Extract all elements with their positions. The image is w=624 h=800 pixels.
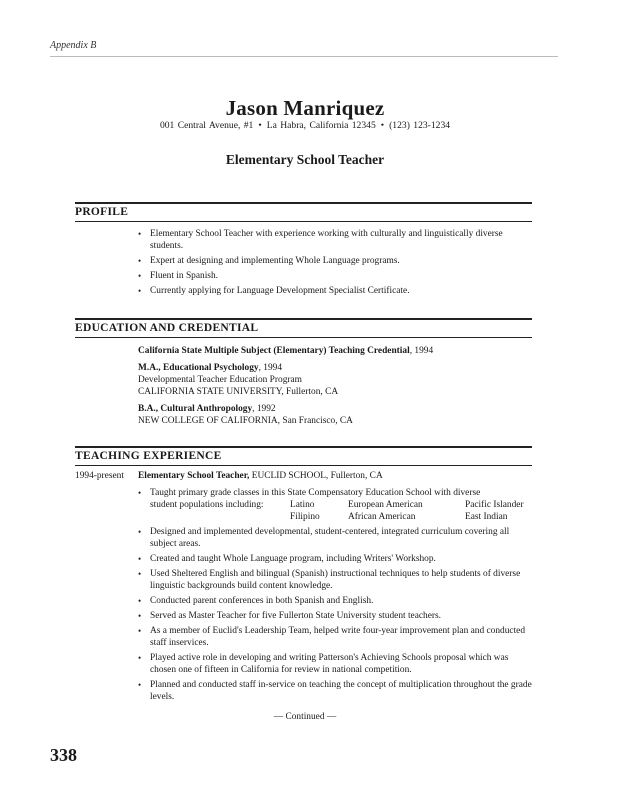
population-spacer xyxy=(150,511,290,523)
degree-ba xyxy=(138,403,533,427)
experience-item: • Conducted parent conferences in both Spanish and English. xyxy=(138,595,533,607)
experience-item: • Created and taught Whole Language program, including Writers' Workshop. xyxy=(138,553,533,565)
section-rule xyxy=(75,465,532,466)
population-item: East Indian xyxy=(465,512,508,522)
population-item: African American xyxy=(348,512,416,522)
population-item: Pacific Islander xyxy=(465,500,524,510)
section-title-education: EDUCATION AND CREDENTIAL xyxy=(75,322,259,334)
experience-item: • Designed and implemented developmental, student-centered, integrated curriculum covering all subject areas. xyxy=(138,526,533,550)
population-grid xyxy=(150,499,533,523)
section-rule xyxy=(75,446,532,448)
contact-city: La Habra, California 12345 xyxy=(266,120,376,131)
contact-line xyxy=(0,120,610,131)
contact-address: 001 Central Avenue, #1 xyxy=(159,120,254,131)
experience-item: • Served as Master Teacher for five Fullerton State University student teachers. xyxy=(138,610,533,622)
experience-item: • Planned and conducted staff in-service on teaching the concept of multiplication throughout the grade levels. xyxy=(138,679,533,703)
degree-year: , 1992 xyxy=(252,404,276,414)
section-title-profile: PROFILE xyxy=(75,206,129,218)
degree-name: M.A., Educational Psychology xyxy=(138,363,259,373)
job-employer: EUCLID SCHOOL, Fullerton, CA xyxy=(249,471,383,481)
section-title-experience: TEACHING EXPERIENCE xyxy=(75,450,222,462)
experience-item xyxy=(138,487,533,523)
section-rule xyxy=(75,337,532,338)
continued-marker: — Continued — xyxy=(273,712,337,722)
degree-ma xyxy=(138,362,533,398)
experience-item: • As a member of Euclid's Leadership Team, helped write four-year improvement plan and conducted staff inservices. xyxy=(138,625,533,649)
experience-item-text: Taught primary grade classes in this State Compensatory Education School with diverse xyxy=(150,488,481,498)
experience-item: • Used Sheltered English and bilingual (Spanish) instructional techniques to help students of diverse linguistic backgrounds build content knowledge. xyxy=(138,568,533,592)
profile-item: • Currently applying for Language Development Specialist Certificate. xyxy=(138,285,533,297)
population-item: Filipino xyxy=(290,512,320,522)
degree-school: NEW COLLEGE OF CALIFORNIA, San Francisco, CA xyxy=(138,416,353,426)
profile-item: • Elementary School Teacher with experience working with culturally and linguistically diverse students. xyxy=(138,228,533,252)
degree-school: CALIFORNIA STATE UNIVERSITY, Fullerton, CA xyxy=(138,387,339,397)
contact-separator: • xyxy=(258,120,262,131)
profile-list xyxy=(138,228,533,300)
degree-program: Developmental Teacher Education Program xyxy=(138,375,302,385)
contact-separator: • xyxy=(380,120,385,131)
degree-year: , 1994 xyxy=(258,363,283,373)
population-intro: student populations including: xyxy=(150,500,264,510)
section-rule xyxy=(75,318,532,320)
population-item: Latino xyxy=(290,500,315,510)
credential-year: , 1994 xyxy=(409,346,434,356)
experience-list xyxy=(138,487,533,706)
education-content xyxy=(138,345,533,432)
job-dates: 1994-present xyxy=(75,471,124,481)
population-item: European American xyxy=(348,500,423,510)
job-heading xyxy=(138,471,383,481)
page-number: 338 xyxy=(50,745,77,765)
job-title: Elementary School Teacher, xyxy=(138,471,250,481)
degree-name: B.A., Cultural Anthropology xyxy=(138,404,253,414)
resume-name: Jason Manriquez xyxy=(225,96,385,120)
credential-name: California State Multiple Subject (Elementary) Teaching Credential xyxy=(138,346,410,356)
experience-item: • Played active role in developing and writing Patterson's Achieving Schools proposal which was chosen one of fifteen in California for review in national competition. xyxy=(138,652,533,676)
section-rule xyxy=(75,202,532,204)
objective-title: Elementary School Teacher xyxy=(225,152,385,167)
credential xyxy=(138,345,533,357)
section-rule xyxy=(75,221,532,222)
header-divider xyxy=(50,56,558,57)
running-head: Appendix B xyxy=(50,40,97,51)
contact-phone: (123) 123-1234 xyxy=(389,120,451,131)
profile-item: • Fluent in Spanish. xyxy=(138,270,533,282)
profile-item: • Expert at designing and implementing Whole Language programs. xyxy=(138,255,533,267)
